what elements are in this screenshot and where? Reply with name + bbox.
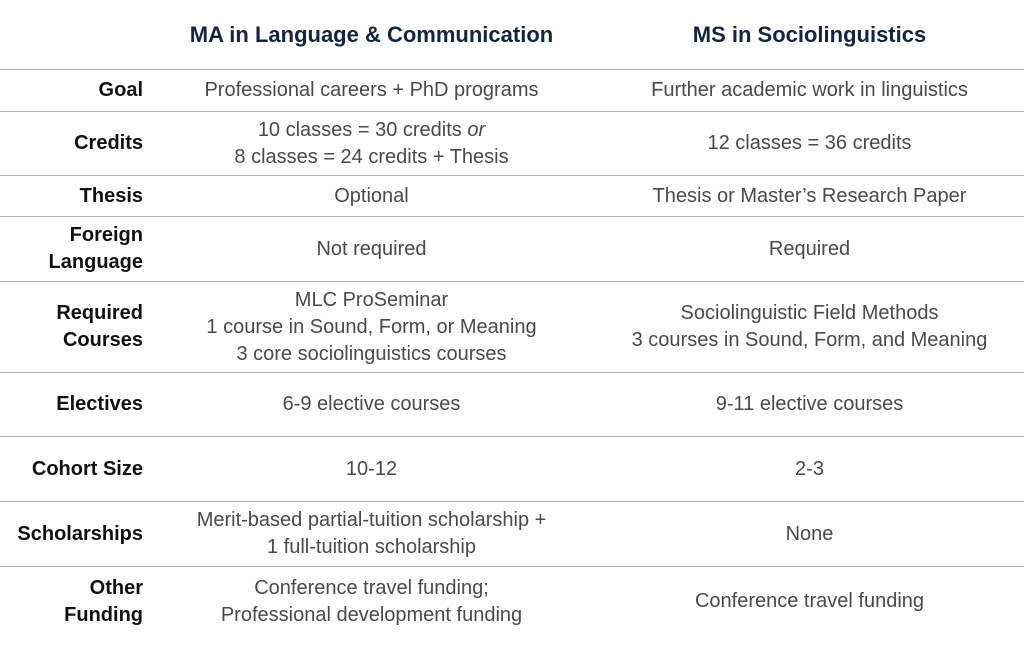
cell-line: Required — [768, 237, 851, 260]
row-label-line: Required — [56, 302, 143, 324]
row-label-credits — [0, 112, 148, 176]
row-label-line: Scholarships — [17, 522, 143, 545]
cell-ma-thesis — [148, 176, 595, 217]
row-label-line: Goal — [98, 79, 143, 101]
cell-ms-foreign-language — [595, 217, 1024, 282]
cell-line: Merit-based partial-tuition scholarship + — [196, 509, 547, 531]
cell-ma-other-funding — [148, 567, 595, 637]
cell-ms-scholarships — [595, 502, 1024, 567]
header-row — [0, 0, 1024, 70]
cell-ma-cohort-size — [148, 437, 595, 502]
row-label-line: Language — [48, 251, 143, 273]
row-label-line: Other — [89, 576, 143, 599]
row-foreign-language — [0, 217, 1024, 282]
row-cohort-size — [0, 437, 1024, 502]
cell-line: 12 classes = 36 credits — [707, 132, 912, 154]
cell-line: None — [785, 522, 834, 545]
cell-ma-credits — [148, 112, 595, 176]
row-required-courses — [0, 282, 1024, 373]
cell-line: Optional — [334, 184, 409, 207]
cell-ms-goal — [595, 70, 1024, 112]
row-scholarships — [0, 502, 1024, 567]
cell-ms-cohort-size — [595, 437, 1024, 502]
row-label-foreign-language — [0, 217, 148, 282]
cell-line: MLC ProSeminar — [294, 288, 449, 311]
row-label-line: Funding — [64, 603, 143, 626]
row-label-line: Electives — [56, 393, 143, 415]
header-ma-program: MA in Language & Communication — [148, 0, 595, 70]
cell-line: Professional development funding — [220, 603, 523, 626]
cell-ms-required-courses — [595, 282, 1024, 373]
row-label-required-courses — [0, 282, 148, 373]
cell-line: Sociolinguistic Field Methods — [680, 302, 939, 324]
row-label-line: Cohort Size — [31, 457, 143, 480]
row-label-electives — [0, 373, 148, 437]
cell-line: 3 courses in Sound, Form, and Meaning — [631, 329, 988, 351]
cell-ms-other-funding — [595, 567, 1024, 637]
row-thesis — [0, 176, 1024, 217]
cell-line: Thesis or Master’s Research Paper — [652, 184, 967, 207]
cell-line: 9-11 elective courses — [715, 393, 904, 415]
cell-ma-goal — [148, 70, 595, 112]
cell-ma-foreign-language — [148, 217, 595, 282]
cell-line: Conference travel funding; — [254, 576, 489, 599]
cell-line: 1 course in Sound, Form, or Meaning — [206, 315, 537, 338]
row-label-line: Courses — [62, 329, 143, 351]
row-label-line: Thesis — [79, 184, 143, 207]
header-ms-program: MS in Sociolinguistics — [595, 0, 1024, 70]
row-label-cohort-size — [0, 437, 148, 502]
cell-line: 3 core sociolinguistics courses — [236, 342, 507, 365]
cell-line: 6-9 elective courses — [282, 393, 461, 415]
row-label-thesis — [0, 176, 148, 217]
cell-line: 8 classes = 24 credits + Thesis — [234, 145, 509, 168]
row-label-other-funding — [0, 567, 148, 637]
row-label-line: Credits — [74, 132, 143, 154]
row-goal — [0, 70, 1024, 112]
cell-ms-credits — [595, 112, 1024, 176]
cell-ms-electives — [595, 373, 1024, 437]
row-credits — [0, 112, 1024, 176]
row-other-funding — [0, 567, 1024, 637]
cell-ma-required-courses — [148, 282, 595, 373]
cell-line: 10-12 — [345, 457, 398, 480]
row-label-scholarships — [0, 502, 148, 567]
cell-line: Conference travel funding — [694, 590, 925, 613]
cell-line: 1 full-tuition scholarship — [267, 536, 476, 558]
cell-line: Further academic work in linguistics — [651, 79, 968, 101]
cell-ma-electives — [148, 373, 595, 437]
cell-text: 10 classes = 30 credits — [257, 118, 468, 141]
cell-line — [152, 117, 591, 144]
cell-ms-thesis — [595, 176, 1024, 217]
cell-italic-text: or — [467, 118, 486, 141]
cell-line: 2-3 — [795, 457, 824, 480]
row-label-goal — [0, 70, 148, 112]
cell-line: Not required — [316, 237, 427, 260]
row-label-line: Foreign — [69, 224, 143, 246]
row-electives — [0, 373, 1024, 437]
cell-ma-scholarships — [148, 502, 595, 567]
cell-line: Professional careers + PhD programs — [204, 79, 539, 101]
header-corner — [0, 0, 148, 70]
